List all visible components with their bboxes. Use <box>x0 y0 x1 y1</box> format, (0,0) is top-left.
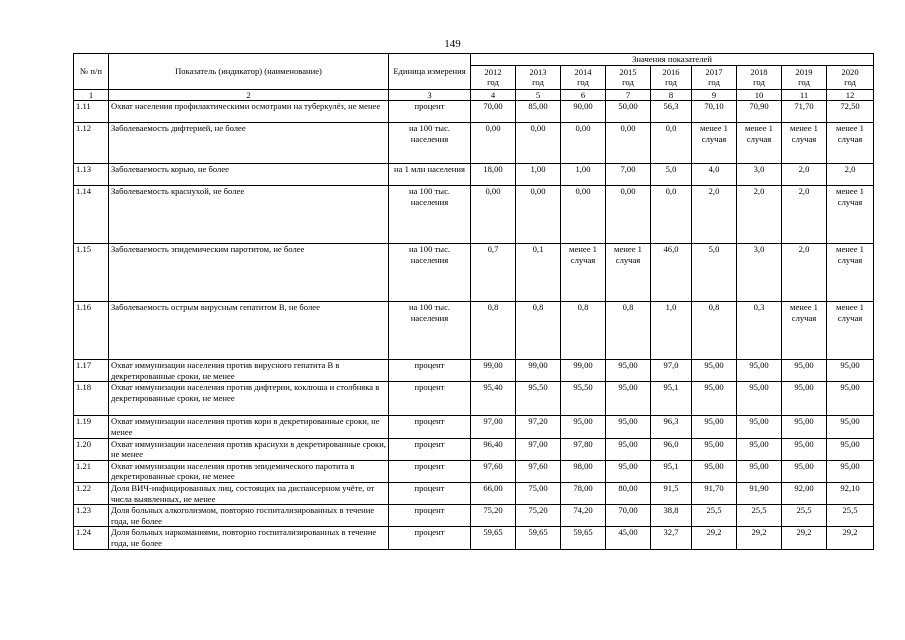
row-number: 1.16 <box>74 302 109 360</box>
row-value: 25,5 <box>782 505 827 527</box>
row-value: 95,1 <box>651 382 692 416</box>
table-row <box>74 164 874 186</box>
row-value: менее 1 случая <box>827 186 874 244</box>
header-year-value: 2018 <box>750 66 768 77</box>
row-value: 3,0 <box>737 244 782 302</box>
row-value: 0,00 <box>471 123 516 164</box>
row-value: 96,0 <box>651 438 692 460</box>
column-index: 3 <box>389 89 471 101</box>
row-value: 95,00 <box>692 438 737 460</box>
row-value: менее 1 случая <box>782 123 827 164</box>
row-value: 2,0 <box>782 244 827 302</box>
row-value: 97,80 <box>561 438 606 460</box>
table-row <box>74 101 874 123</box>
row-value: 0,8 <box>471 302 516 360</box>
header-year-god: год <box>532 77 544 88</box>
header-unit: Единица измерения <box>389 54 471 90</box>
row-value: 0,0 <box>651 123 692 164</box>
column-index: 9 <box>692 89 737 101</box>
row-value: 95,00 <box>606 360 651 382</box>
row-indicator-name: Заболеваемость корью, не более <box>109 164 389 186</box>
header-year-god: год <box>577 77 589 88</box>
row-indicator-name: Заболеваемость эпидемическим паротитом, не более <box>109 244 389 302</box>
row-value: 0,7 <box>471 244 516 302</box>
row-value: 5,0 <box>692 244 737 302</box>
row-unit: на 100 тыс. населения <box>389 244 471 302</box>
row-indicator-name: Охват иммунизации населения против краснухи в декретированные сроки, не менее <box>109 438 389 460</box>
column-index: 10 <box>737 89 782 101</box>
table-row <box>74 123 874 164</box>
row-number: 1.15 <box>74 244 109 302</box>
row-value: 99,00 <box>561 360 606 382</box>
row-value: 95,50 <box>561 382 606 416</box>
row-value: 95,00 <box>737 360 782 382</box>
row-value: 38,8 <box>651 505 692 527</box>
row-value: 78,00 <box>561 482 606 504</box>
row-value: 0,8 <box>561 302 606 360</box>
row-unit: процент <box>389 505 471 527</box>
row-value: менее 1 случая <box>782 302 827 360</box>
row-value: 97,60 <box>471 460 516 482</box>
row-indicator-name: Доля больных наркоманиями, повторно госпитализированных в течение года, не более <box>109 527 389 549</box>
row-value: 95,00 <box>606 416 651 438</box>
row-number: 1.24 <box>74 527 109 549</box>
header-year-god: год <box>487 77 499 88</box>
row-value: 75,20 <box>516 505 561 527</box>
row-value: 74,20 <box>561 505 606 527</box>
row-indicator-name: Охват иммунизации населения против вирусного гепатита B в декретированные сроки, не менее <box>109 360 389 382</box>
row-value: 0,8 <box>606 302 651 360</box>
row-unit: процент <box>389 416 471 438</box>
row-value: 97,00 <box>471 416 516 438</box>
row-value: 95,00 <box>782 360 827 382</box>
row-value: 59,65 <box>561 527 606 549</box>
row-value: 92,10 <box>827 482 874 504</box>
row-value: 97,20 <box>516 416 561 438</box>
row-number: 1.23 <box>74 505 109 527</box>
row-value: 91,90 <box>737 482 782 504</box>
row-unit: на 100 тыс. населения <box>389 302 471 360</box>
row-value: 96,40 <box>471 438 516 460</box>
row-value: 7,00 <box>606 164 651 186</box>
row-value: 75,20 <box>471 505 516 527</box>
header-year-value: 2015 <box>619 66 637 77</box>
row-value: 70,90 <box>737 101 782 123</box>
row-unit: процент <box>389 438 471 460</box>
header-year-value: 2019 <box>795 66 813 77</box>
row-indicator-name: Заболеваемость острым вирусным гепатитом B, не более <box>109 302 389 360</box>
row-value: 85,00 <box>516 101 561 123</box>
row-value: 59,65 <box>471 527 516 549</box>
table-row <box>74 505 874 527</box>
row-value: 66,00 <box>471 482 516 504</box>
row-value: 92,00 <box>782 482 827 504</box>
row-value: менее 1 случая <box>827 123 874 164</box>
row-value: 97,00 <box>516 438 561 460</box>
row-indicator-name: Заболеваемость краснухой, не более <box>109 186 389 244</box>
row-value: 0,00 <box>606 123 651 164</box>
header-num: № п/п <box>74 54 109 90</box>
row-value: 95,00 <box>827 438 874 460</box>
row-value: 2,0 <box>692 186 737 244</box>
row-value: 95,00 <box>692 360 737 382</box>
row-value: 95,00 <box>827 360 874 382</box>
header-year <box>782 65 827 89</box>
row-value: 29,2 <box>692 527 737 549</box>
header-year <box>692 65 737 89</box>
header-year-god: год <box>798 77 810 88</box>
row-value: 2,0 <box>827 164 874 186</box>
row-value: 95,00 <box>827 460 874 482</box>
row-value: 2,0 <box>782 164 827 186</box>
header-year <box>651 65 692 89</box>
row-number: 1.13 <box>74 164 109 186</box>
row-indicator-name: Доля ВИЧ-инфицированных лиц, состоящих на диспансерном учёте, от числа выявленных, не менее <box>109 482 389 504</box>
row-value: 95,40 <box>471 382 516 416</box>
row-value: 95,1 <box>651 460 692 482</box>
row-value: 95,00 <box>782 416 827 438</box>
header-year-value: 2013 <box>529 66 547 77</box>
header-year-god: год <box>708 77 720 88</box>
table-row <box>74 186 874 244</box>
row-number: 1.18 <box>74 382 109 416</box>
header-year <box>606 65 651 89</box>
header-row-top <box>74 54 874 66</box>
column-index-row <box>74 89 874 101</box>
row-value: 97,60 <box>516 460 561 482</box>
table-row <box>74 244 874 302</box>
row-value: 95,00 <box>782 382 827 416</box>
row-unit: процент <box>389 460 471 482</box>
row-value: 0,00 <box>561 123 606 164</box>
row-number: 1.17 <box>74 360 109 382</box>
row-value: 95,50 <box>516 382 561 416</box>
row-value: 1,0 <box>651 302 692 360</box>
column-index: 8 <box>651 89 692 101</box>
row-value: 95,00 <box>606 460 651 482</box>
row-value: 0,00 <box>516 186 561 244</box>
header-year <box>471 65 516 89</box>
row-value: 70,00 <box>471 101 516 123</box>
header-year-god: год <box>753 77 765 88</box>
header-year-value: 2014 <box>574 66 592 77</box>
row-value: 32,7 <box>651 527 692 549</box>
row-value: 5,0 <box>651 164 692 186</box>
row-value: 0,0 <box>651 186 692 244</box>
row-value: 75,00 <box>516 482 561 504</box>
row-number: 1.21 <box>74 460 109 482</box>
row-value: 95,00 <box>827 416 874 438</box>
row-number: 1.14 <box>74 186 109 244</box>
row-value: 95,00 <box>737 416 782 438</box>
row-value: 0,00 <box>471 186 516 244</box>
row-value: 3,0 <box>737 164 782 186</box>
column-index: 4 <box>471 89 516 101</box>
table-row <box>74 302 874 360</box>
row-number: 1.12 <box>74 123 109 164</box>
row-value: 95,00 <box>782 438 827 460</box>
row-number: 1.11 <box>74 101 109 123</box>
row-value: 0,00 <box>516 123 561 164</box>
row-unit: на 100 тыс. населения <box>389 186 471 244</box>
column-index: 7 <box>606 89 651 101</box>
row-unit: на 1 млн населения <box>389 164 471 186</box>
table-row <box>74 527 874 549</box>
header-year-god: год <box>844 77 856 88</box>
header-year <box>737 65 782 89</box>
header-year-god: год <box>665 77 677 88</box>
row-value: 95,00 <box>737 460 782 482</box>
row-value: 98,00 <box>561 460 606 482</box>
column-index: 6 <box>561 89 606 101</box>
row-unit: процент <box>389 360 471 382</box>
header-year-value: 2016 <box>662 66 680 77</box>
row-unit: на 100 тыс. населения <box>389 123 471 164</box>
row-value: 18,00 <box>471 164 516 186</box>
table-row <box>74 438 874 460</box>
row-value: 56,3 <box>651 101 692 123</box>
row-value: 95,00 <box>692 460 737 482</box>
header-year-value: 2017 <box>705 66 723 77</box>
row-value: 90,00 <box>561 101 606 123</box>
indicators-table <box>73 53 874 550</box>
row-indicator-name: Охват иммунизации населения против эпидемического паротита в декретированные сроки, не менее <box>109 460 389 482</box>
row-value: 95,00 <box>692 416 737 438</box>
row-value: 2,0 <box>737 186 782 244</box>
row-value: 91,70 <box>692 482 737 504</box>
row-value: 2,0 <box>782 186 827 244</box>
row-value: 70,00 <box>606 505 651 527</box>
row-value: менее 1 случая <box>737 123 782 164</box>
row-indicator-name: Доля больных алкоголизмом, повторно госпитализированных в течение года, не более <box>109 505 389 527</box>
row-value: 25,5 <box>827 505 874 527</box>
column-index: 1 <box>74 89 109 101</box>
header-indicator: Показатель (индикатор) (наименование) <box>109 54 389 90</box>
table-row <box>74 460 874 482</box>
row-value: менее 1 случая <box>561 244 606 302</box>
row-value: 95,00 <box>606 382 651 416</box>
table-row <box>74 360 874 382</box>
row-indicator-name: Охват иммунизации населения против кори в декретированные сроки, не менее <box>109 416 389 438</box>
row-value: 91,5 <box>651 482 692 504</box>
row-value: 95,00 <box>606 438 651 460</box>
row-value: 0,00 <box>561 186 606 244</box>
column-index: 12 <box>827 89 874 101</box>
row-unit: процент <box>389 101 471 123</box>
row-value: 95,00 <box>737 438 782 460</box>
page-number: 149 <box>444 38 461 50</box>
header-year-value: 2020 <box>841 66 859 77</box>
row-value: 29,2 <box>827 527 874 549</box>
row-value: 25,5 <box>692 505 737 527</box>
row-value: 0,8 <box>692 302 737 360</box>
row-value: 71,70 <box>782 101 827 123</box>
row-value: 99,00 <box>516 360 561 382</box>
row-value: 0,8 <box>516 302 561 360</box>
row-value: 0,00 <box>606 186 651 244</box>
row-value: 45,00 <box>606 527 651 549</box>
row-value: менее 1 случая <box>827 244 874 302</box>
row-indicator-name: Заболеваемость дифтерией, не более <box>109 123 389 164</box>
table-body <box>74 101 874 549</box>
row-value: 95,00 <box>827 382 874 416</box>
column-index: 2 <box>109 89 389 101</box>
row-value: 59,65 <box>516 527 561 549</box>
row-unit: процент <box>389 382 471 416</box>
row-value: 0,1 <box>516 244 561 302</box>
row-value: 29,2 <box>782 527 827 549</box>
table-row <box>74 382 874 416</box>
row-value: 29,2 <box>737 527 782 549</box>
header-values: Значения показателей <box>471 54 874 66</box>
row-value: 72,50 <box>827 101 874 123</box>
row-unit: процент <box>389 527 471 549</box>
row-value: 99,00 <box>471 360 516 382</box>
row-value: 80,00 <box>606 482 651 504</box>
row-value: 1,00 <box>561 164 606 186</box>
row-value: менее 1 случая <box>827 302 874 360</box>
row-value: менее 1 случая <box>692 123 737 164</box>
row-value: 50,00 <box>606 101 651 123</box>
row-value: 95,00 <box>737 382 782 416</box>
row-value: 70,10 <box>692 101 737 123</box>
row-indicator-name: Охват иммунизации населения против дифтерии, коклюша и столбняка в декретированные сроки, не менее <box>109 382 389 416</box>
row-value: 97,0 <box>651 360 692 382</box>
row-number: 1.22 <box>74 482 109 504</box>
row-value: 0,3 <box>737 302 782 360</box>
row-number: 1.19 <box>74 416 109 438</box>
column-index: 11 <box>782 89 827 101</box>
header-year <box>561 65 606 89</box>
row-value: 46,0 <box>651 244 692 302</box>
table-row <box>74 416 874 438</box>
row-value: 1,00 <box>516 164 561 186</box>
row-number: 1.20 <box>74 438 109 460</box>
row-value: 95,00 <box>782 460 827 482</box>
row-value: 4,0 <box>692 164 737 186</box>
header-year-value: 2012 <box>484 66 502 77</box>
header-year <box>516 65 561 89</box>
row-unit: процент <box>389 482 471 504</box>
row-value: 95,00 <box>561 416 606 438</box>
row-value: 25,5 <box>737 505 782 527</box>
row-value: 96,3 <box>651 416 692 438</box>
header-year-god: год <box>622 77 634 88</box>
table-row <box>74 482 874 504</box>
row-indicator-name: Охват населения профилактическими осмотрами на туберкулёз, не менее <box>109 101 389 123</box>
header-year <box>827 65 874 89</box>
row-value: 95,00 <box>692 382 737 416</box>
column-index: 5 <box>516 89 561 101</box>
row-value: менее 1 случая <box>606 244 651 302</box>
